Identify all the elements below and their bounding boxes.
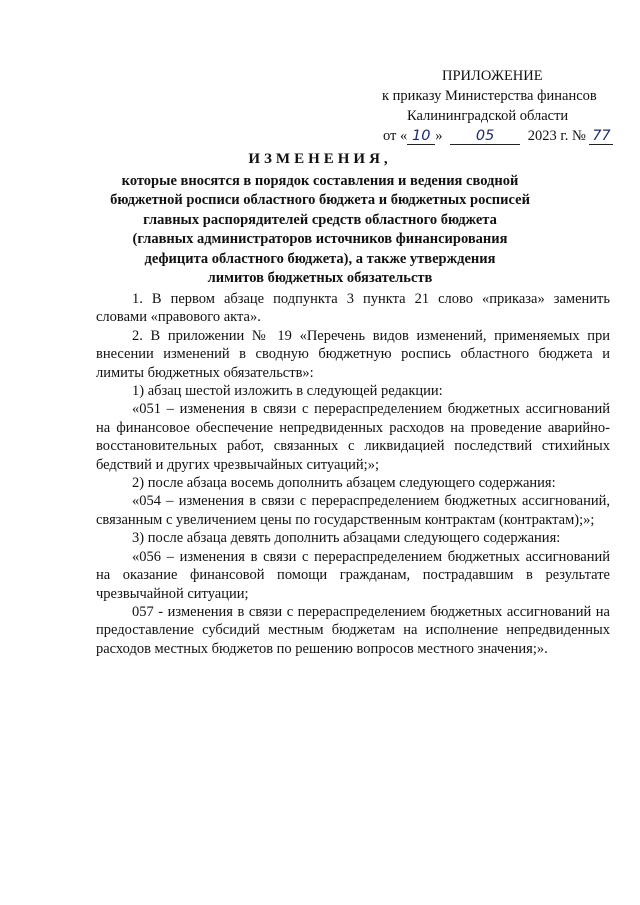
title-line: лимитов бюджетных обязательств: [207, 270, 433, 286]
appendix-title: ПРИЛОЖЕНИЕ: [442, 68, 543, 84]
appendix-region: Калининградской области: [407, 108, 569, 124]
body-paragraph: «056 – изменения в связи с перераспределением бюджетных ассигнований на оказание финансовой помощи гражданам, пострадавшим в результате чрезвычайной ситуации;: [96, 548, 610, 602]
title-line: дефицита областного бюджета), а также утверждения: [144, 250, 496, 267]
body-paragraph: 2) после абзаца восемь дополнить абзацем следующего содержания:: [132, 475, 556, 492]
body-paragraph: «054 – изменения в связи с перераспределением бюджетных ассигнований, связанным с увеличением цены по государственным контрактам (контрактам);»;: [96, 493, 610, 528]
title-main: ИЗМЕНЕНИЯ,: [248, 151, 392, 167]
title-line: (главных администраторов источников финансирования: [132, 231, 508, 247]
title-line: которые вносятся в порядок составления и ведения сводной: [121, 172, 519, 189]
body-paragraph: 1) абзац шестой изложить в следующей редакции:: [132, 383, 443, 400]
document-title: [60, 150, 580, 289]
document-body: [96, 290, 610, 658]
handwritten-day: 10: [407, 128, 435, 145]
date-prefix: от «: [383, 128, 408, 144]
body-paragraph: «051 – изменения в связи с перераспределением бюджетных ассигнований на финансовое обеспечение непредвиденных расходов на проведение аварийно-восстановительных работ, связанных с ликвидацией последствий стихийных бедствий и других чрезвычайных ситуаций;»;: [96, 401, 610, 473]
title-line: главных распорядителей средств областного бюджета: [143, 211, 497, 228]
date-mid: »: [435, 128, 443, 144]
body-paragraph: 1. В первом абзаце подпункта 3 пункта 21 слово «приказа» заменить словами «правового акта».: [96, 291, 610, 326]
appendix-header: [370, 66, 610, 146]
appendix-order-ref: к приказу Министерства финансов: [382, 88, 597, 104]
body-paragraph: 3) после абзаца девять дополнить абзацами следующего содержания:: [132, 530, 561, 547]
body-paragraph: 2. В приложении № 19 «Перечень видов изменений, применяемых при внесении изменений в сводную бюджетную роспись областного бюджета и лимиты бюджетных обязательств»:: [96, 327, 610, 381]
handwritten-month: 05: [450, 128, 520, 145]
appendix-date-line: [370, 126, 610, 146]
title-line: бюджетной росписи областного бюджета и бюджетных росписей: [110, 192, 530, 208]
date-suffix: 2023 г. №: [527, 128, 586, 144]
handwritten-order-number: 77: [589, 128, 613, 145]
body-paragraph: 057 - изменения в связи с перераспределением бюджетных ассигнований на предоставление субсидий местным бюджетам на исполнение непредвиденных расходов местных бюджетов по решению вопросов местного значения;».: [96, 603, 610, 657]
